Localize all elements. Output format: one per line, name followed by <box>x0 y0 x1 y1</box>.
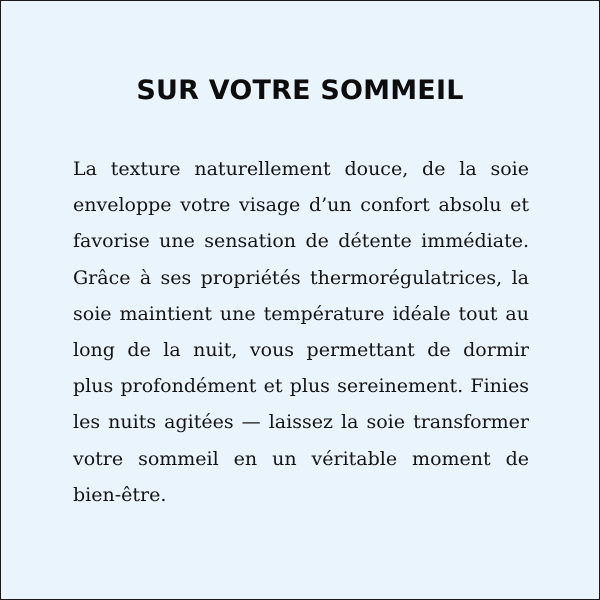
card-body-text: La texture naturellement douce, de la soie enveloppe votre visage d’un confort absolu et favorise une sensation de détente immédiate. Grâce à ses propriétés thermorégulatrices, la soie maintient une température idéale tout au long de la nuit, vous permettant de dormir plus profondément et plus sereinement. Finies les nuits agitées — laissez la soie transformer votre sommeil en un véritable moment de bien-être. <box>73 158 529 506</box>
card-title: SUR VOTRE SOMMEIL <box>136 75 464 106</box>
